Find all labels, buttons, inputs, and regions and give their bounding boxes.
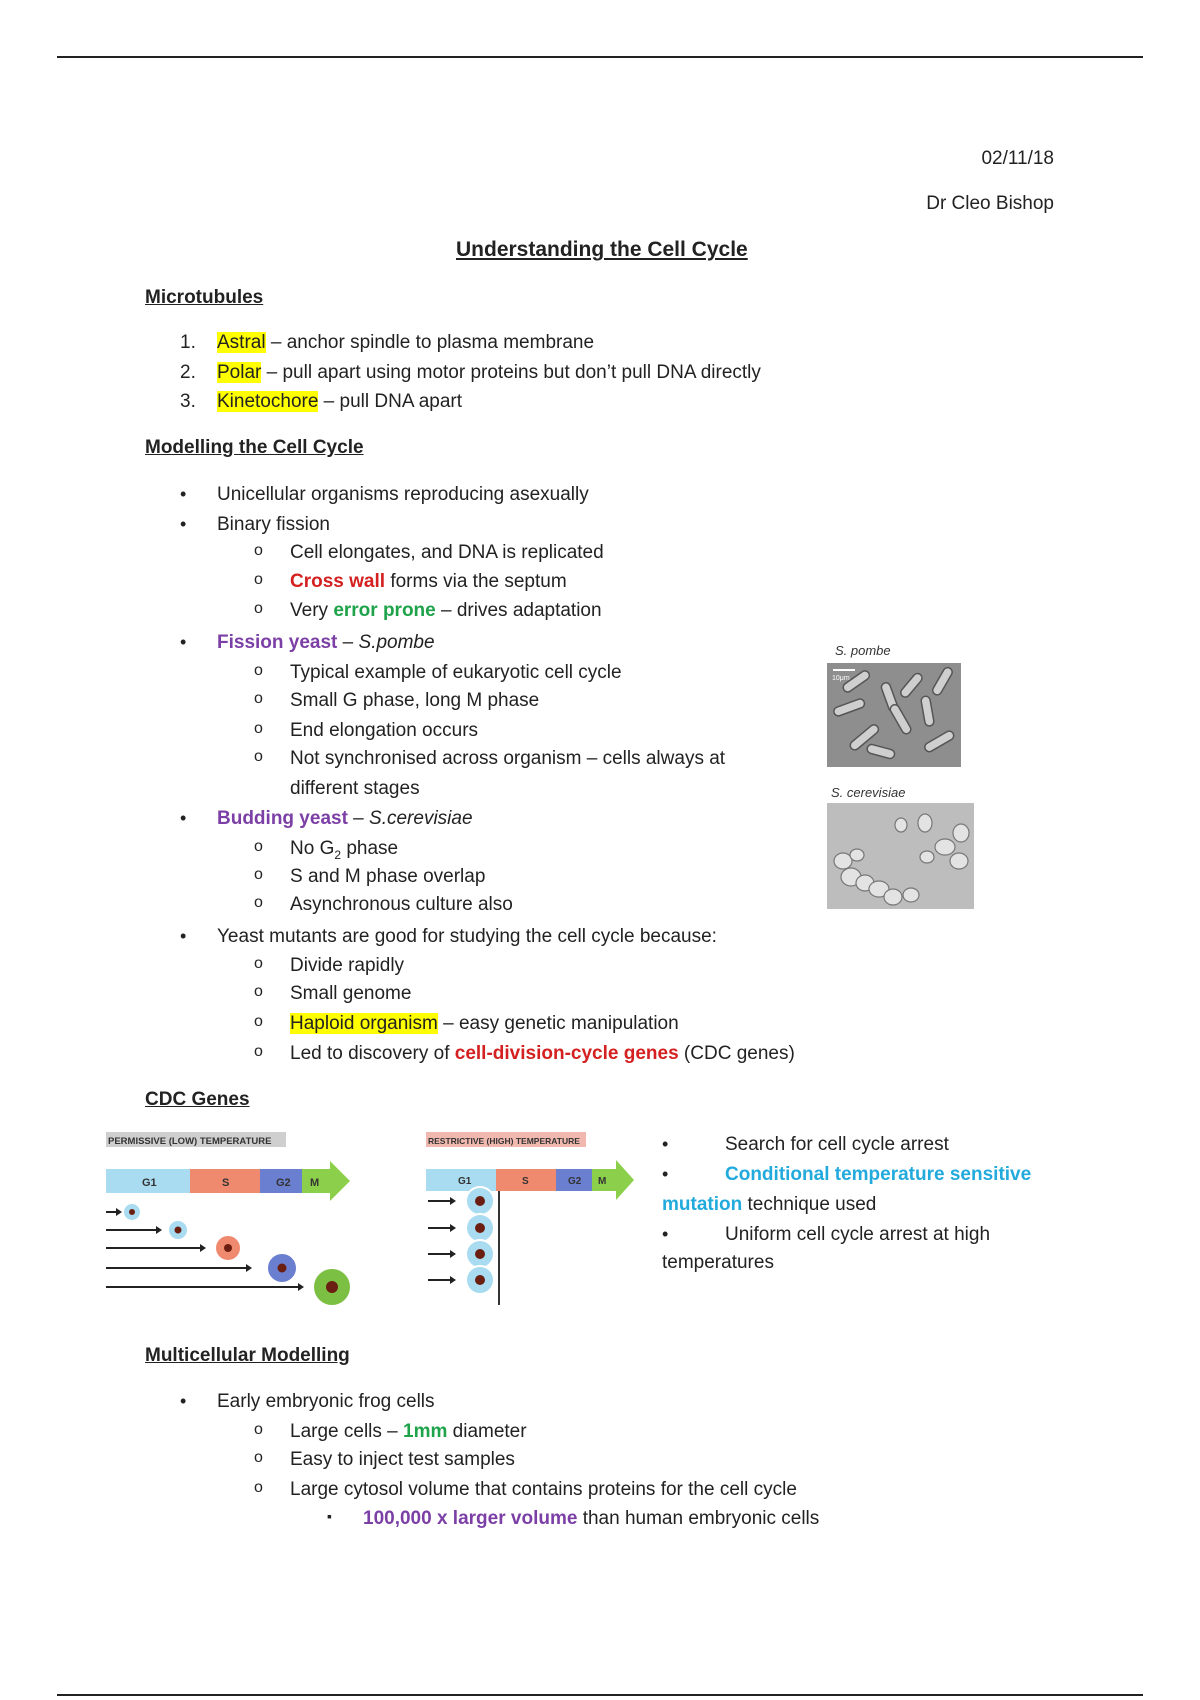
phase-g1: G1: [142, 1177, 157, 1189]
permissive-temperature-diagram: [100, 1130, 360, 1315]
circle-symbol: o: [254, 1479, 263, 1496]
bullet-symbol: •: [180, 484, 187, 504]
list-text: forms via the septum: [385, 571, 567, 592]
bottom-rule: [57, 1694, 1143, 1696]
term-cdc-genes: cell-division-cycle genes: [454, 1043, 679, 1064]
list-text: Large cells –: [290, 1421, 404, 1442]
term-100000x: 100,000 x larger volume: [363, 1508, 578, 1529]
bullet-symbol: •: [180, 632, 187, 652]
cdc-heading: CDC Genes: [145, 1089, 250, 1110]
phase-m: M: [598, 1176, 607, 1187]
circle-symbol: o: [254, 600, 263, 617]
phase-g2: G2: [276, 1177, 291, 1189]
bullet-symbol: •: [662, 1224, 669, 1244]
phase-g1: G1: [458, 1176, 472, 1187]
list-text: – easy genetic manipulation: [437, 1013, 679, 1034]
list-text: Small genome: [290, 983, 412, 1004]
phase-g2: G2: [568, 1176, 582, 1187]
circle-symbol: o: [254, 1013, 263, 1030]
term-mutation: mutation: [662, 1194, 743, 1215]
phase-m: M: [310, 1177, 320, 1189]
term-astral: Astral: [217, 332, 266, 353]
list-text: Small G phase, long M phase: [290, 690, 540, 711]
list-text: Large cytosol volume that contains proteins for the cell cycle: [290, 1479, 797, 1500]
list-number: 3.: [180, 391, 196, 412]
list-text: –: [337, 632, 359, 653]
bullet-symbol: •: [180, 808, 187, 828]
image-caption-pombe: S. pombe: [835, 643, 891, 658]
phase-s: S: [522, 1176, 529, 1187]
list-text: No G: [290, 838, 335, 859]
bullet-symbol: •: [662, 1164, 669, 1184]
circle-symbol: o: [254, 955, 263, 972]
list-text: Divide rapidly: [290, 955, 405, 976]
page-title: Understanding the Cell Cycle: [456, 238, 748, 261]
list-text: – drives adaptation: [435, 600, 602, 621]
restrictive-temperature-diagram: [420, 1130, 640, 1315]
term-budding-yeast: Budding yeast: [217, 808, 348, 829]
phase-s: S: [222, 1177, 230, 1189]
species-name: S.pombe: [358, 632, 435, 653]
s-cerevisiae-micrograph: [827, 803, 974, 909]
bullet-symbol: •: [180, 514, 187, 534]
list-text: Not synchronised across organism – cells always at: [290, 748, 726, 769]
circle-symbol: o: [254, 1449, 263, 1466]
term-fission-yeast: Fission yeast: [217, 632, 338, 653]
list-text: different stages: [290, 778, 420, 799]
list-item: [662, 1194, 876, 1216]
list-text: Yeast mutants are good for studying the cell cycle because:: [217, 926, 717, 947]
list-text: Uniform cell cycle arrest at high: [725, 1224, 991, 1245]
image-caption-cerevisiae: S. cerevisiae: [831, 785, 906, 800]
top-rule: [57, 56, 1143, 58]
term-conditional: Conditional temperature sensitive: [725, 1164, 1032, 1185]
circle-symbol: o: [254, 983, 263, 1000]
bullet-symbol: •: [662, 1134, 669, 1154]
list-text: Cell elongates, and DNA is replicated: [290, 542, 604, 563]
list-text: – pull DNA apart: [318, 391, 463, 412]
list-number: 1.: [180, 332, 196, 353]
circle-symbol: o: [254, 542, 263, 559]
list-text: S and M phase overlap: [290, 866, 486, 887]
list-number: 2.: [180, 362, 196, 383]
circle-symbol: o: [254, 1043, 263, 1060]
scale-bar-label: 10μm: [832, 675, 850, 682]
list-text: Asynchronous culture also: [290, 894, 513, 915]
term-polar: Polar: [217, 362, 262, 383]
restrictive-label: RESTRICTIVE (HIGH) TEMPERATURE: [428, 1136, 580, 1146]
list-text: – pull apart using motor proteins but don’t pull DNA directly: [261, 362, 761, 383]
term-kinetochore: Kinetochore: [217, 391, 319, 412]
list-text: Typical example of eukaryotic cell cycle: [290, 662, 622, 683]
circle-symbol: o: [254, 662, 263, 679]
list-text: Search for cell cycle arrest: [725, 1134, 949, 1155]
list-text: –: [347, 808, 370, 829]
subscript: 2: [334, 847, 342, 862]
list-text: Led to discovery of: [290, 1043, 455, 1064]
list-text: End elongation occurs: [290, 720, 479, 741]
list-text: (CDC genes): [678, 1043, 795, 1064]
list-text: Unicellular organisms reproducing asexually: [217, 484, 589, 505]
modelling-heading: Modelling the Cell Cycle: [145, 437, 364, 458]
list-text: Easy to inject test samples: [290, 1449, 515, 1470]
circle-symbol: o: [254, 1421, 263, 1438]
term-error-prone: error prone: [333, 600, 436, 621]
bullet-symbol: •: [180, 926, 187, 946]
circle-symbol: o: [254, 894, 263, 911]
list-text: temperatures: [662, 1252, 774, 1273]
circle-symbol: o: [254, 866, 263, 883]
circle-symbol: o: [254, 720, 263, 737]
list-text: diameter: [447, 1421, 527, 1442]
species-name: S.cerevisiae: [369, 808, 473, 829]
circle-symbol: o: [254, 838, 263, 855]
circle-symbol: o: [254, 571, 263, 588]
circle-symbol: o: [254, 748, 263, 765]
term-cross-wall: Cross wall: [290, 571, 386, 592]
circle-symbol: o: [254, 690, 263, 707]
s-pombe-micrograph: [827, 663, 961, 767]
list-text: Early embryonic frog cells: [217, 1391, 435, 1412]
bullet-symbol: •: [180, 1391, 187, 1411]
list-text: technique used: [742, 1194, 877, 1215]
term-1mm: 1mm: [403, 1421, 448, 1442]
multicellular-heading: Multicellular Modelling: [145, 1345, 350, 1366]
list-text: Very: [290, 600, 334, 621]
author: Dr Cleo Bishop: [926, 193, 1054, 214]
microtubules-heading: Microtubules: [145, 287, 264, 308]
list-text: than human embryonic cells: [577, 1508, 820, 1529]
square-symbol: ▪: [327, 1508, 332, 1524]
list-text: – anchor spindle to plasma membrane: [265, 332, 595, 353]
list-text: phase: [341, 838, 399, 859]
permissive-label: PERMISSIVE (LOW) TEMPERATURE: [108, 1136, 272, 1147]
date: 02/11/18: [981, 148, 1054, 169]
term-haploid-organism: Haploid organism: [290, 1013, 438, 1034]
list-text: Binary fission: [217, 514, 330, 535]
